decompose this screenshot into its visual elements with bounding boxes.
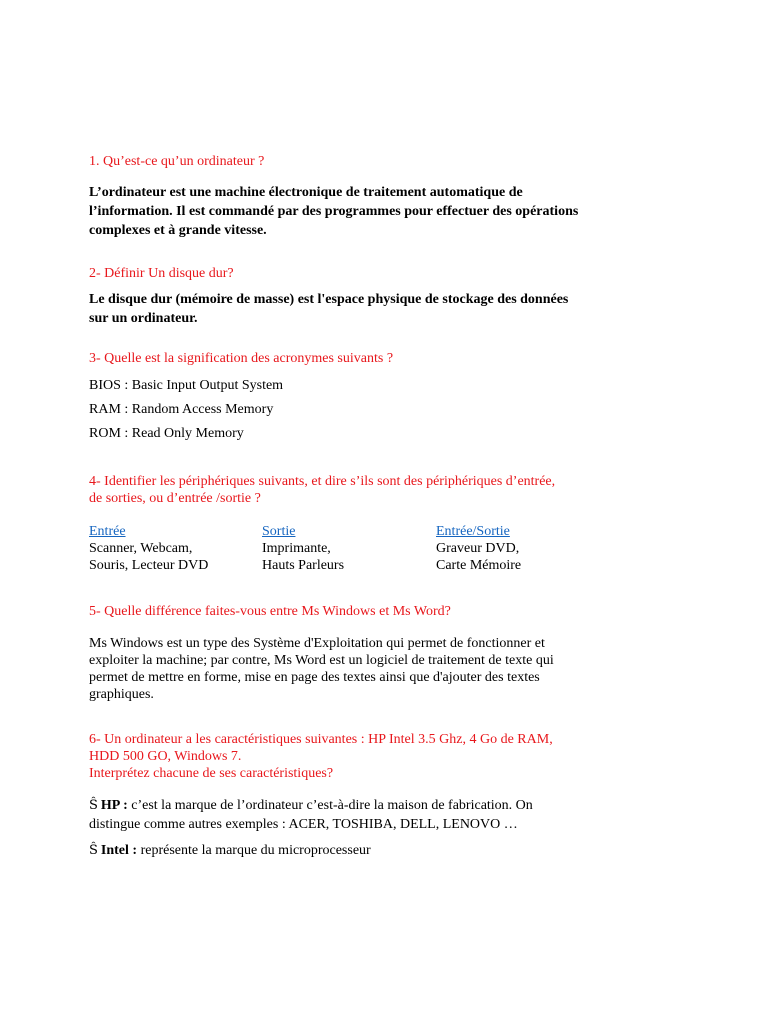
answer-6-intel-text-1: représente la marque du microprocesseur — [137, 843, 371, 858]
answer-5-line-3: permet de mettre en forme, mise en page des textes ainsi que d'ajouter des textes — [89, 670, 540, 685]
answer-2-line-2: sur un ordinateur. — [89, 311, 198, 326]
bullet-icon: Ŝ — [89, 798, 98, 813]
question-1-title: 1. Qu’est-ce qu’un ordinateur ? — [89, 154, 265, 169]
peripheral-output-row-2: Hauts Parleurs — [262, 558, 345, 573]
question-2-title: 2- Définir Un disque dur? — [89, 266, 234, 281]
peripheral-io-row-2: Carte Mémoire — [436, 558, 522, 573]
peripheral-input-row-1: Scanner, Webcam, — [89, 541, 193, 556]
answer-5 — [89, 635, 689, 703]
acronym-rom: ROM : Read Only Memory — [89, 426, 244, 441]
answer-1-line-3: complexes et à grande vitesse. — [89, 223, 267, 238]
answer-6-hp-term: HP : — [100, 798, 128, 813]
answer-5-line-4: graphiques. — [89, 687, 154, 702]
question-4-title-line-2: de sorties, ou d’entrée /sortie ? — [89, 491, 261, 506]
peripheral-column-output — [262, 523, 344, 574]
answer-6-intel-term: Intel : — [100, 843, 138, 858]
answer-5-line-2: exploiter la machine; par contre, Ms Word est un logiciel de traitement de texte qui — [89, 653, 554, 668]
answer-6-hp-line-2: distingue comme autres exemples : ACER, TOSHIBA, DELL, LENOVO … — [89, 817, 518, 832]
peripheral-io-row-1: Graveur DVD, — [436, 541, 520, 556]
answer-2 — [89, 290, 689, 328]
answer-6-hp-line-1 — [89, 796, 689, 815]
answer-1 — [89, 183, 689, 240]
answer-6-intel — [89, 841, 689, 860]
answer-6-hp — [89, 796, 689, 834]
acronym-bios: BIOS : Basic Input Output System — [89, 378, 284, 393]
question-6-title — [89, 731, 689, 782]
answer-1-line-1 — [89, 183, 689, 202]
column-header-input[interactable]: Entrée — [89, 524, 126, 539]
acronym-ram: RAM : Random Access Memory — [89, 402, 274, 417]
question-6-title-line-1: 6- Un ordinateur a les caractéristiques suivantes : HP Intel 3.5 Ghz, 4 Go de RAM, — [89, 732, 553, 747]
peripheral-input-row-2: Souris, Lecteur DVD — [89, 558, 209, 573]
answer-2-line-1: Le disque dur (mémoire de masse) est l'espace physique de stockage des données — [89, 292, 569, 307]
answer-1-text-1: est une machine électronique de traitement automatique de — [166, 185, 523, 200]
column-header-input-output[interactable]: Entrée/Sortie — [436, 524, 510, 539]
question-3-title: 3- Quelle est la signification des acronymes suivants ? — [89, 351, 394, 366]
peripheral-column-input-output — [436, 523, 521, 574]
column-header-output[interactable]: Sortie — [262, 524, 296, 539]
peripheral-output-row-1: Imprimante, — [262, 541, 331, 556]
question-4-title-line-1: 4- Identifier les périphériques suivants, et dire s’ils sont des périphériques d’entrée, — [89, 474, 556, 489]
bullet-icon: Ŝ — [89, 843, 98, 858]
answer-5-line-1: Ms Windows est un type des Système d'Exploitation qui permet de fonctionner et — [89, 636, 545, 651]
question-6-title-line-2: HDD 500 GO, Windows 7. — [89, 749, 242, 764]
answer-1-line-2: l’information. Il est commandé par des programmes pour effectuer des opérations — [89, 204, 579, 219]
peripheral-column-input — [89, 523, 208, 574]
answer-1-term: L’ordinateur — [89, 185, 167, 200]
answer-6-hp-text-1: c’est la marque de l’ordinateur c’est-à-dire la maison de fabrication. On — [127, 798, 533, 813]
question-6-title-line-3: Interprétez chacune de ses caractéristiques? — [89, 766, 334, 781]
acronym-list — [89, 374, 689, 446]
question-5-title: 5- Quelle différence faites-vous entre Ms Windows et Ms Word? — [89, 604, 451, 619]
question-4-title — [89, 473, 689, 507]
answer-6-intel-line-1 — [89, 841, 689, 860]
